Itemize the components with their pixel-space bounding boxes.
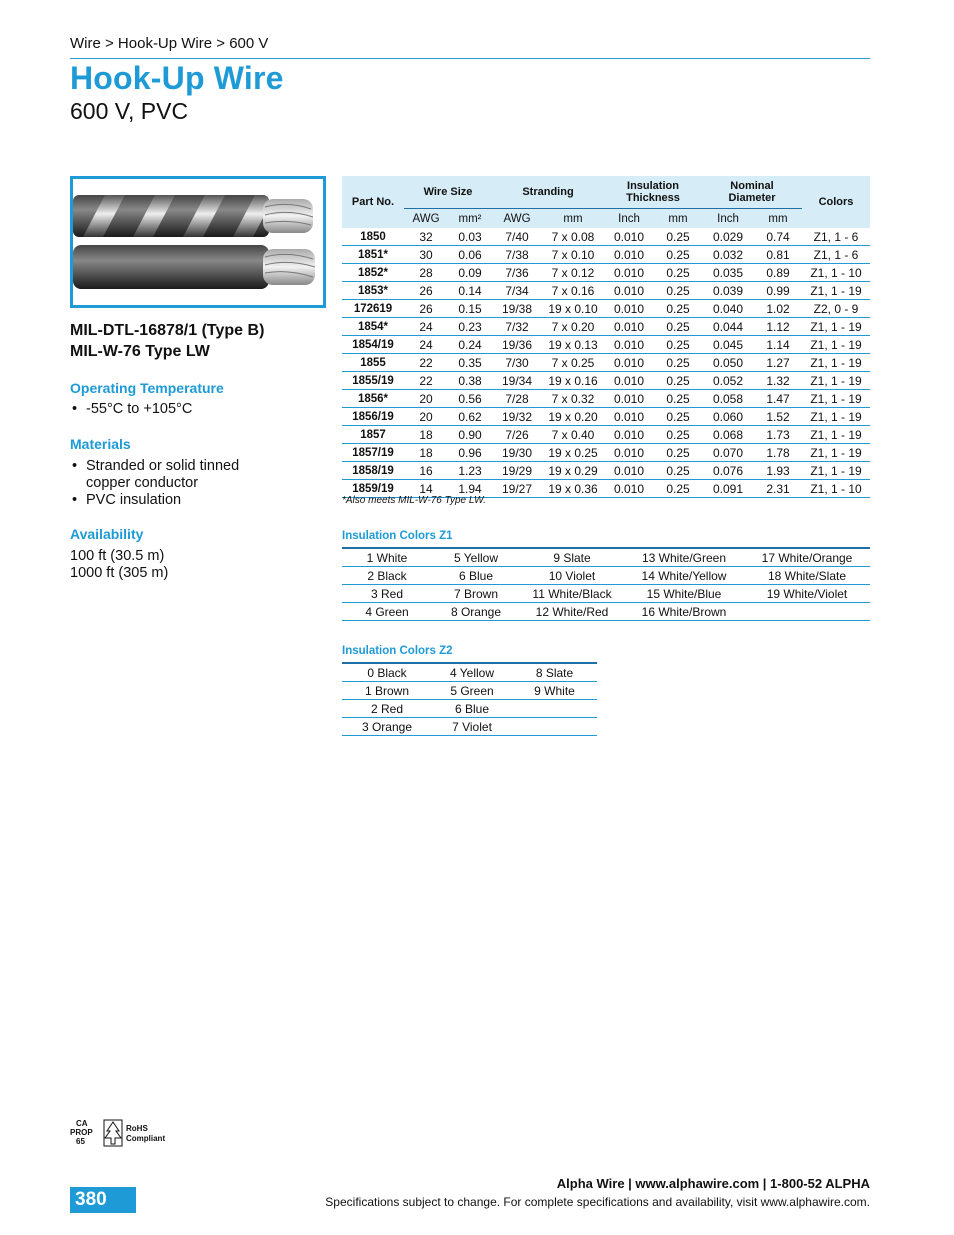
table-cell: 19/27 bbox=[492, 480, 542, 498]
availability-lines bbox=[70, 548, 168, 582]
table-cell: 0.25 bbox=[654, 282, 702, 300]
table-cell: 0.96 bbox=[448, 444, 492, 462]
color-cell: 15 White/Blue bbox=[624, 585, 744, 603]
table-cell: Z1, 1 - 19 bbox=[802, 372, 870, 390]
table-row bbox=[342, 372, 870, 390]
unit-header: mm bbox=[542, 209, 604, 229]
table-cell: 7 x 0.10 bbox=[542, 246, 604, 264]
header-colors: Colors bbox=[802, 176, 870, 228]
table-cell: 0.035 bbox=[702, 264, 754, 282]
table-cell: 0.25 bbox=[654, 264, 702, 282]
operating-temperature-list bbox=[70, 401, 320, 418]
colors-z1-table bbox=[342, 547, 870, 621]
table-cell: 0.09 bbox=[448, 264, 492, 282]
spec-heading bbox=[70, 320, 264, 362]
table-cell: 19/36 bbox=[492, 336, 542, 354]
table-cell: 0.010 bbox=[604, 462, 654, 480]
table-cell: 0.060 bbox=[702, 408, 754, 426]
table-cell: 1.78 bbox=[754, 444, 802, 462]
color-cell: 1 White bbox=[342, 548, 432, 567]
table-cell: 14 bbox=[404, 480, 448, 498]
table-row bbox=[342, 300, 870, 318]
color-cell: 5 Green bbox=[432, 682, 512, 700]
table-cell: 7 x 0.08 bbox=[542, 228, 604, 246]
svg-text:CA: CA bbox=[76, 1119, 88, 1128]
table-row bbox=[342, 408, 870, 426]
table-cell: 0.010 bbox=[604, 228, 654, 246]
table-cell: 0.050 bbox=[702, 354, 754, 372]
table-cell: 26 bbox=[404, 282, 448, 300]
table-cell: Z1, 1 - 19 bbox=[802, 336, 870, 354]
table-cell: 0.010 bbox=[604, 282, 654, 300]
color-cell: 18 White/Slate bbox=[744, 567, 870, 585]
table-cell: 0.010 bbox=[604, 444, 654, 462]
table-cell: Z1, 1 - 6 bbox=[802, 246, 870, 264]
table-cell: 18 bbox=[404, 444, 448, 462]
table-cell: 0.90 bbox=[448, 426, 492, 444]
table-row bbox=[342, 390, 870, 408]
color-cell: 5 Yellow bbox=[432, 548, 520, 567]
table-cell: 0.010 bbox=[604, 408, 654, 426]
materials-item: • PVC insulation bbox=[70, 492, 280, 509]
table-row bbox=[342, 444, 870, 462]
header-insulation-thickness: Insulation Thickness bbox=[604, 176, 702, 209]
table-cell: 0.15 bbox=[448, 300, 492, 318]
part-number-cell: 1855/19 bbox=[342, 372, 404, 390]
table-cell: 0.010 bbox=[604, 336, 654, 354]
part-number-cell: 1852* bbox=[342, 264, 404, 282]
table-cell: 0.010 bbox=[604, 426, 654, 444]
table-cell: 0.045 bbox=[702, 336, 754, 354]
table-cell: 0.25 bbox=[654, 228, 702, 246]
color-row bbox=[342, 585, 870, 603]
table-cell: 0.25 bbox=[654, 408, 702, 426]
part-number-cell: 1859/19 bbox=[342, 480, 404, 498]
color-cell: 8 Orange bbox=[432, 603, 520, 621]
table-cell: 0.091 bbox=[702, 480, 754, 498]
table-cell: 19/29 bbox=[492, 462, 542, 480]
header-stranding: Stranding bbox=[492, 176, 604, 209]
color-cell: 9 White bbox=[512, 682, 597, 700]
color-cell bbox=[744, 603, 870, 621]
table-cell: Z1, 1 - 10 bbox=[802, 264, 870, 282]
part-number-cell: 1857 bbox=[342, 426, 404, 444]
table-cell: 20 bbox=[404, 408, 448, 426]
table-cell: 0.068 bbox=[702, 426, 754, 444]
operating-temperature-item: • -55°C to +105°C bbox=[70, 401, 320, 418]
table-cell: 7 x 0.32 bbox=[542, 390, 604, 408]
page-number: 380 bbox=[70, 1187, 136, 1213]
table-cell: 0.076 bbox=[702, 462, 754, 480]
table-cell: 19 x 0.29 bbox=[542, 462, 604, 480]
part-number-cell: 1856* bbox=[342, 390, 404, 408]
color-cell: 17 White/Orange bbox=[744, 548, 870, 567]
materials-heading: Materials bbox=[70, 436, 131, 452]
color-row bbox=[342, 567, 870, 585]
table-cell: 0.81 bbox=[754, 246, 802, 264]
table-cell: 1.93 bbox=[754, 462, 802, 480]
table-cell: 0.052 bbox=[702, 372, 754, 390]
table-cell: 0.74 bbox=[754, 228, 802, 246]
table-cell: 7 x 0.20 bbox=[542, 318, 604, 336]
table-cell: 0.06 bbox=[448, 246, 492, 264]
table-cell: 0.029 bbox=[702, 228, 754, 246]
part-number-cell: 1855 bbox=[342, 354, 404, 372]
spec-line-2: MIL-W-76 Type LW bbox=[70, 343, 210, 360]
table-cell: 19/32 bbox=[492, 408, 542, 426]
table-row bbox=[342, 246, 870, 264]
table-cell: Z1, 1 - 6 bbox=[802, 228, 870, 246]
unit-header: Inch bbox=[604, 209, 654, 229]
table-cell: 2.31 bbox=[754, 480, 802, 498]
compliance-logos bbox=[70, 1118, 180, 1148]
table-cell: 7/26 bbox=[492, 426, 542, 444]
part-number-cell: 1853* bbox=[342, 282, 404, 300]
table-cell: Z1, 1 - 19 bbox=[802, 426, 870, 444]
svg-text:65: 65 bbox=[76, 1137, 85, 1146]
breadcrumb: Wire > Hook-Up Wire > 600 V bbox=[70, 35, 269, 52]
part-number-cell: 1854* bbox=[342, 318, 404, 336]
unit-header: mm bbox=[754, 209, 802, 229]
table-cell: 0.35 bbox=[448, 354, 492, 372]
table-row bbox=[342, 282, 870, 300]
table-cell: 0.010 bbox=[604, 354, 654, 372]
spec-line-1: MIL-DTL-16878/1 (Type B) bbox=[70, 322, 265, 339]
color-cell: 10 Violet bbox=[520, 567, 624, 585]
table-cell: 1.32 bbox=[754, 372, 802, 390]
part-number-cell: 1858/19 bbox=[342, 462, 404, 480]
part-number-cell: 1856/19 bbox=[342, 408, 404, 426]
table-cell: 7/28 bbox=[492, 390, 542, 408]
color-row bbox=[342, 682, 597, 700]
table-cell: Z1, 1 - 19 bbox=[802, 408, 870, 426]
table-cell: 7 x 0.12 bbox=[542, 264, 604, 282]
table-cell: 18 bbox=[404, 426, 448, 444]
table-cell: 0.058 bbox=[702, 390, 754, 408]
table-cell: 0.25 bbox=[654, 426, 702, 444]
table-cell: Z1, 1 - 19 bbox=[802, 282, 870, 300]
table-cell: Z2, 0 - 9 bbox=[802, 300, 870, 318]
table-cell: 0.25 bbox=[654, 318, 702, 336]
color-cell: 4 Green bbox=[342, 603, 432, 621]
unit-header: mm bbox=[654, 209, 702, 229]
color-cell: 7 Violet bbox=[432, 718, 512, 736]
operating-temperature-heading: Operating Temperature bbox=[70, 380, 224, 396]
table-cell: 1.47 bbox=[754, 390, 802, 408]
table-cell: 19 x 0.36 bbox=[542, 480, 604, 498]
table-cell: 28 bbox=[404, 264, 448, 282]
table-cell: Z1, 1 - 19 bbox=[802, 462, 870, 480]
color-cell: 8 Slate bbox=[512, 663, 597, 682]
color-cell: 3 Red bbox=[342, 585, 432, 603]
color-row bbox=[342, 548, 870, 567]
wire-illustration bbox=[73, 179, 323, 305]
svg-text:RoHS: RoHS bbox=[126, 1124, 148, 1133]
unit-header: Inch bbox=[702, 209, 754, 229]
table-cell: 0.25 bbox=[654, 336, 702, 354]
footer-contact: Alpha Wire | www.alphawire.com | 1-800-52 ALPHA bbox=[556, 1176, 870, 1191]
table-cell: 1.52 bbox=[754, 408, 802, 426]
color-cell: 4 Yellow bbox=[432, 663, 512, 682]
table-cell: 7/38 bbox=[492, 246, 542, 264]
table-cell: 0.040 bbox=[702, 300, 754, 318]
table-cell: 7/36 bbox=[492, 264, 542, 282]
table-cell: 0.010 bbox=[604, 390, 654, 408]
svg-text:Compliant: Compliant bbox=[126, 1134, 166, 1143]
table-cell: 0.14 bbox=[448, 282, 492, 300]
color-cell: 1 Brown bbox=[342, 682, 432, 700]
table-cell: 7/32 bbox=[492, 318, 542, 336]
table-cell: 24 bbox=[404, 336, 448, 354]
page-title: Hook-Up Wire bbox=[70, 60, 284, 96]
table-cell: 26 bbox=[404, 300, 448, 318]
table-cell: 0.010 bbox=[604, 264, 654, 282]
color-cell bbox=[512, 700, 597, 718]
table-row bbox=[342, 426, 870, 444]
table-cell: 0.89 bbox=[754, 264, 802, 282]
table-cell: 0.38 bbox=[448, 372, 492, 390]
table-row bbox=[342, 228, 870, 246]
table-cell: 0.25 bbox=[654, 372, 702, 390]
table-cell: 1.73 bbox=[754, 426, 802, 444]
table-cell: 22 bbox=[404, 372, 448, 390]
table-cell: 1.27 bbox=[754, 354, 802, 372]
table-cell: 0.032 bbox=[702, 246, 754, 264]
table-cell: 19/34 bbox=[492, 372, 542, 390]
table-row bbox=[342, 354, 870, 372]
table-cell: 24 bbox=[404, 318, 448, 336]
part-number-cell: 1850 bbox=[342, 228, 404, 246]
color-cell bbox=[512, 718, 597, 736]
materials-list bbox=[70, 458, 280, 509]
table-cell: 19/38 bbox=[492, 300, 542, 318]
table-cell: 0.25 bbox=[654, 480, 702, 498]
table-cell: 7 x 0.16 bbox=[542, 282, 604, 300]
table-cell: 0.99 bbox=[754, 282, 802, 300]
table-cell: 1.94 bbox=[448, 480, 492, 498]
table-row bbox=[342, 336, 870, 354]
table-cell: 0.010 bbox=[604, 480, 654, 498]
color-cell: 2 Black bbox=[342, 567, 432, 585]
table-cell: 0.25 bbox=[654, 354, 702, 372]
table-cell: Z1, 1 - 19 bbox=[802, 390, 870, 408]
wire-product-image bbox=[70, 176, 326, 308]
header-wire-size: Wire Size bbox=[404, 176, 492, 209]
table-cell: 0.25 bbox=[654, 462, 702, 480]
table-cell: 0.25 bbox=[654, 444, 702, 462]
availability-line: 100 ft (30.5 m) bbox=[70, 548, 165, 564]
table-cell: 20 bbox=[404, 390, 448, 408]
part-number-cell: 1857/19 bbox=[342, 444, 404, 462]
availability-line: 1000 ft (305 m) bbox=[70, 565, 169, 581]
color-cell: 6 Blue bbox=[432, 700, 512, 718]
table-cell: 19 x 0.10 bbox=[542, 300, 604, 318]
color-cell: 6 Blue bbox=[432, 567, 520, 585]
color-cell: 14 White/Yellow bbox=[624, 567, 744, 585]
table-cell: 7 x 0.40 bbox=[542, 426, 604, 444]
part-number-cell: 1854/19 bbox=[342, 336, 404, 354]
unit-header: mm² bbox=[448, 209, 492, 229]
table-cell: 0.03 bbox=[448, 228, 492, 246]
table-cell: Z1, 1 - 19 bbox=[802, 444, 870, 462]
color-cell: 2 Red bbox=[342, 700, 432, 718]
table-row bbox=[342, 318, 870, 336]
table-cell: 0.23 bbox=[448, 318, 492, 336]
table-cell: 7/40 bbox=[492, 228, 542, 246]
availability-heading: Availability bbox=[70, 526, 144, 542]
color-cell: 12 White/Red bbox=[520, 603, 624, 621]
table-cell: 0.25 bbox=[654, 246, 702, 264]
color-row bbox=[342, 718, 597, 736]
specification-table bbox=[342, 176, 870, 498]
table-cell: 0.039 bbox=[702, 282, 754, 300]
color-cell: 16 White/Brown bbox=[624, 603, 744, 621]
table-cell: 19 x 0.20 bbox=[542, 408, 604, 426]
colors-z2-title: Insulation Colors Z2 bbox=[342, 645, 453, 657]
table-cell: Z1, 1 - 10 bbox=[802, 480, 870, 498]
table-cell: 32 bbox=[404, 228, 448, 246]
table-cell: 22 bbox=[404, 354, 448, 372]
table-cell: 0.25 bbox=[654, 300, 702, 318]
color-cell: 13 White/Green bbox=[624, 548, 744, 567]
table-cell: 30 bbox=[404, 246, 448, 264]
table-cell: 0.24 bbox=[448, 336, 492, 354]
table-cell: 1.02 bbox=[754, 300, 802, 318]
color-cell: 9 Slate bbox=[520, 548, 624, 567]
color-cell: 11 White/Black bbox=[520, 585, 624, 603]
unit-header: AWG bbox=[404, 209, 448, 229]
table-cell: 0.044 bbox=[702, 318, 754, 336]
table-cell: 1.23 bbox=[448, 462, 492, 480]
colors-z1-title: Insulation Colors Z1 bbox=[342, 530, 453, 542]
svg-text:PROP: PROP bbox=[70, 1128, 93, 1137]
table-cell: 0.56 bbox=[448, 390, 492, 408]
footer-note: Specifications subject to change. For complete specifications and availability, visit www.alphawire.com. bbox=[325, 1195, 870, 1209]
color-cell: 3 Orange bbox=[342, 718, 432, 736]
table-cell: 7/30 bbox=[492, 354, 542, 372]
part-number-cell: 172619 bbox=[342, 300, 404, 318]
colors-z2-table bbox=[342, 662, 597, 736]
table-cell: 0.25 bbox=[654, 390, 702, 408]
header-part-no: Part No. bbox=[342, 176, 404, 228]
table-cell: 1.12 bbox=[754, 318, 802, 336]
table-row bbox=[342, 264, 870, 282]
table-cell: 7 x 0.25 bbox=[542, 354, 604, 372]
header-nominal-diameter: Nominal Diameter bbox=[702, 176, 802, 209]
color-cell: 19 White/Violet bbox=[744, 585, 870, 603]
table-cell: 1.14 bbox=[754, 336, 802, 354]
table-cell: 7/34 bbox=[492, 282, 542, 300]
prop65-rohs-logo bbox=[70, 1118, 180, 1148]
table-cell: Z1, 1 - 19 bbox=[802, 354, 870, 372]
table-cell: 16 bbox=[404, 462, 448, 480]
table-cell: 0.62 bbox=[448, 408, 492, 426]
table-row bbox=[342, 462, 870, 480]
unit-header: AWG bbox=[492, 209, 542, 229]
table-cell: 19/30 bbox=[492, 444, 542, 462]
table-cell: 19 x 0.13 bbox=[542, 336, 604, 354]
table-cell: 0.010 bbox=[604, 372, 654, 390]
table-cell: 19 x 0.25 bbox=[542, 444, 604, 462]
color-cell: 7 Brown bbox=[432, 585, 520, 603]
table-cell: 0.010 bbox=[604, 318, 654, 336]
table-cell: 0.010 bbox=[604, 246, 654, 264]
part-number-cell: 1851* bbox=[342, 246, 404, 264]
table-footnote: *Also meets MIL-W-76 Type LW. bbox=[342, 495, 486, 506]
table-cell: 0.010 bbox=[604, 300, 654, 318]
color-row bbox=[342, 663, 597, 682]
color-row bbox=[342, 700, 597, 718]
header-rule bbox=[70, 58, 870, 59]
page-subtitle: 600 V, PVC bbox=[70, 98, 189, 124]
table-cell: Z1, 1 - 19 bbox=[802, 318, 870, 336]
color-cell: 0 Black bbox=[342, 663, 432, 682]
color-row bbox=[342, 603, 870, 621]
table-cell: 19 x 0.16 bbox=[542, 372, 604, 390]
table-cell: 0.070 bbox=[702, 444, 754, 462]
materials-item: • Stranded or solid tinned copper conductor bbox=[70, 458, 280, 492]
